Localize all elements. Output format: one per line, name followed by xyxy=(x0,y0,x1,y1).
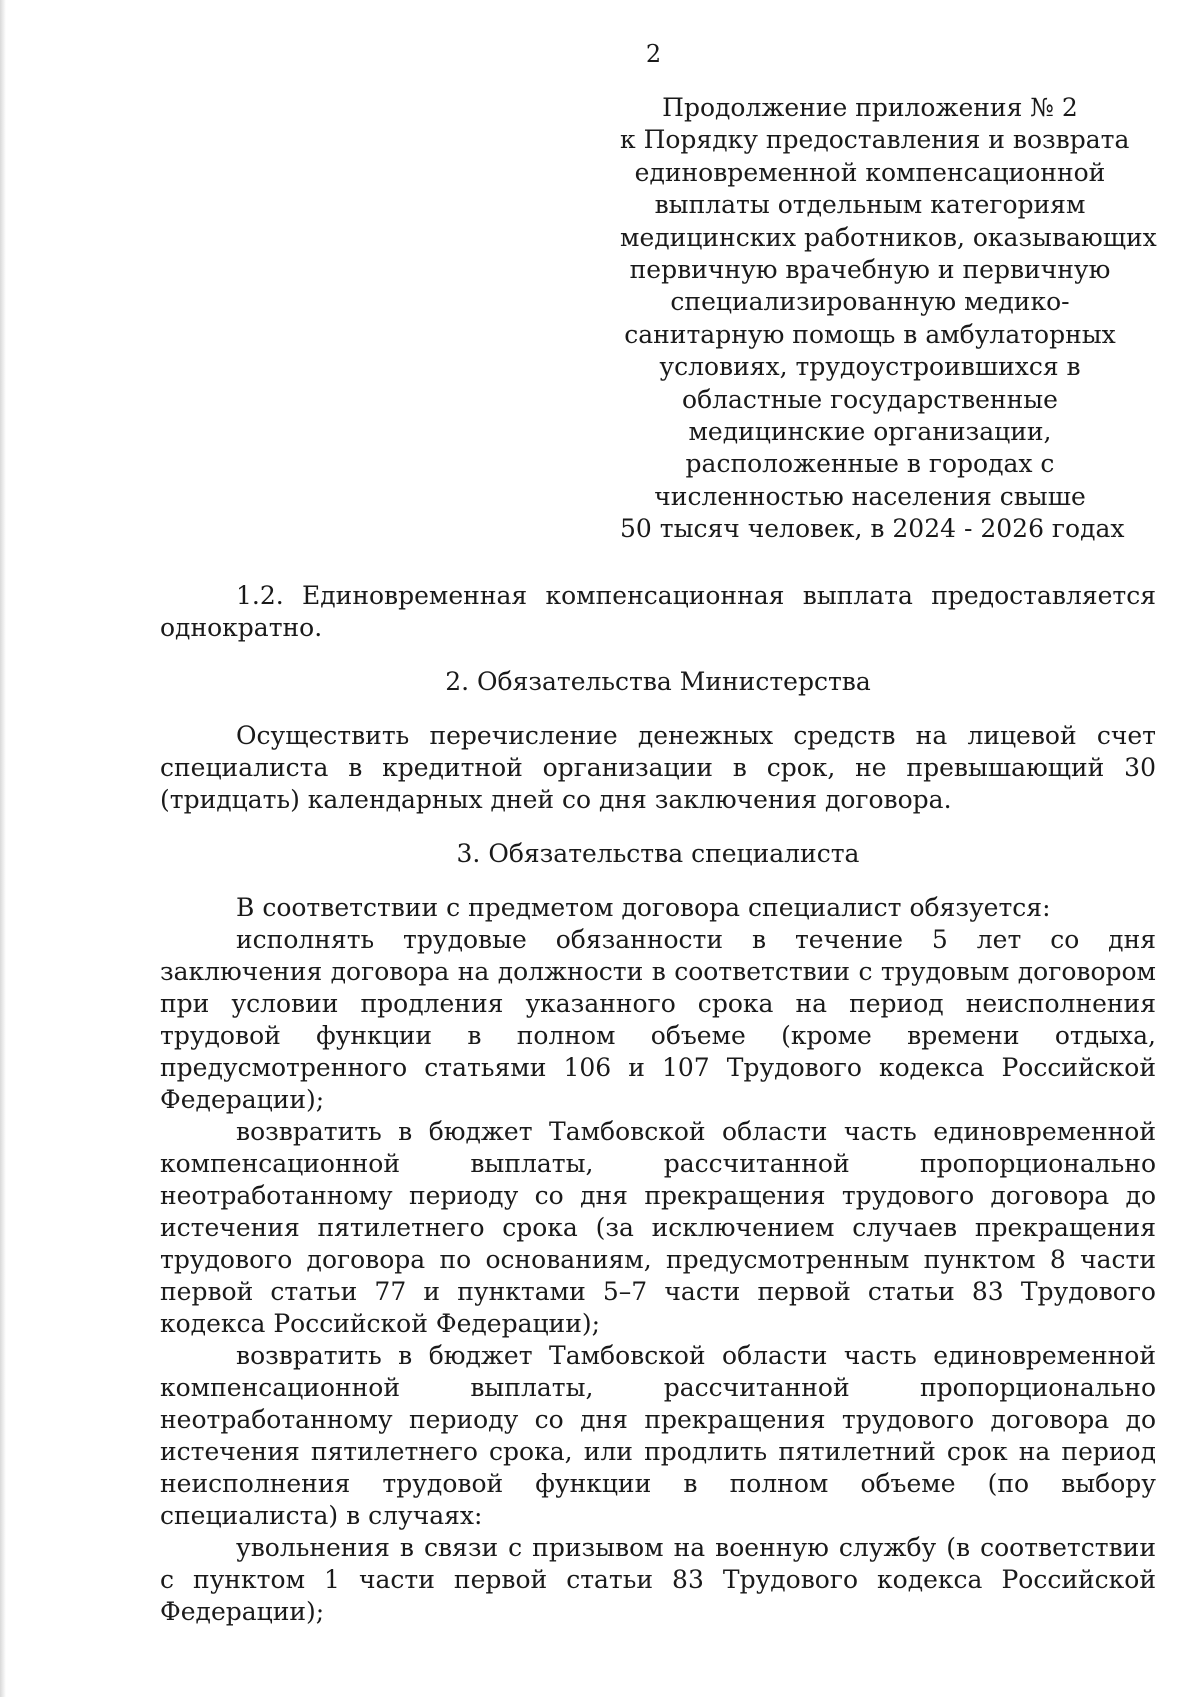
annex-header-line: 50 тысяч человек, в 2024 - 2026 годах xyxy=(620,514,1125,544)
annex-header-line: единовременной компенсационной xyxy=(634,157,1106,187)
annex-header-line: выплаты отдельным категориям xyxy=(654,190,1086,220)
scan-edge-shadow xyxy=(0,0,6,1697)
section-heading-2: 2. Обязательства Министерства xyxy=(445,667,871,696)
annex-header-line: санитарную помощь в амбулаторных xyxy=(624,319,1116,349)
paragraph-case: увольнения в связи с призывом на военную службу (в соответствии с пунктом 1 части первой статьи 83 Трудового кодекса Российской Федерации); xyxy=(160,1533,1156,1626)
page-number: 2 xyxy=(645,40,662,68)
annex-header-line: условиях, трудоустроившихся в xyxy=(659,352,1081,382)
annex-header-line: специализированную медико- xyxy=(670,287,1070,317)
annex-header-line: медицинских работников, оказывающих xyxy=(620,222,1157,252)
annex-header xyxy=(620,92,1157,546)
paragraph-specialist-duty: возвратить в бюджет Тамбовской области часть единовременной компенсационной выплаты, рассчитанной пропорционально неотработанному периоду со дня прекращения трудового договора до истечения пятилетнего срока (за исключением случаев прекращения трудового договора по основаниям, предусмотренным пунктом 8 части первой статьи 77 и пунктами 5–7 части первой статьи 83 Трудового кодекса Российской Федерации); xyxy=(160,1117,1156,1338)
section-heading-3: 3. Обязательства специалиста xyxy=(456,839,860,868)
paragraph-1-2: 1.2. Единовременная компенсационная выплата предоставляется однократно. xyxy=(160,581,1156,642)
annex-header-line: к Порядку предоставления и возврата xyxy=(620,125,1130,155)
annex-header-line: первичную врачебную и первичную xyxy=(629,255,1111,285)
annex-header-line: расположенные в городах с xyxy=(685,449,1055,479)
annex-header-line: Продолжение приложения № 2 xyxy=(662,93,1078,122)
paragraph-ministry-obligation: Осуществить перечисление денежных средств на лицевой счет специалиста в кредитной организации в срок, не превышающий 30 (тридцать) календарных дней со дня заключения договора. xyxy=(160,721,1156,814)
paragraph-specialist-duty: возвратить в бюджет Тамбовской области часть единовременной компенсационной выплаты, рассчитанной пропорционально неотработанному периоду со дня прекращения трудового договора до истечения пятилетнего срока, или продлить пятилетний срок на период неисполнения трудовой функции в полном объеме (по выбору специалиста) в случаях: xyxy=(160,1341,1156,1530)
annex-header-line: областные государственные xyxy=(682,384,1058,414)
paragraph-specialist-duty: исполнять трудовые обязанности в течение 5 лет со дня заключения договора на должности в соответствии с трудовым договором при условии продления указанного срока на период неисполнения трудовой функции в полном объеме (кроме времени отдыха, предусмотренного статьями 106 и 107 Трудового кодекса Российской Федерации); xyxy=(160,925,1156,1114)
document-body xyxy=(160,580,1156,1628)
paragraph-specialist-intro: В соответствии с предметом договора специалист обязуется: xyxy=(236,893,1051,922)
annex-header-line: медицинские организации, xyxy=(688,417,1052,447)
annex-header-line: численностью населения свыше xyxy=(654,481,1086,511)
